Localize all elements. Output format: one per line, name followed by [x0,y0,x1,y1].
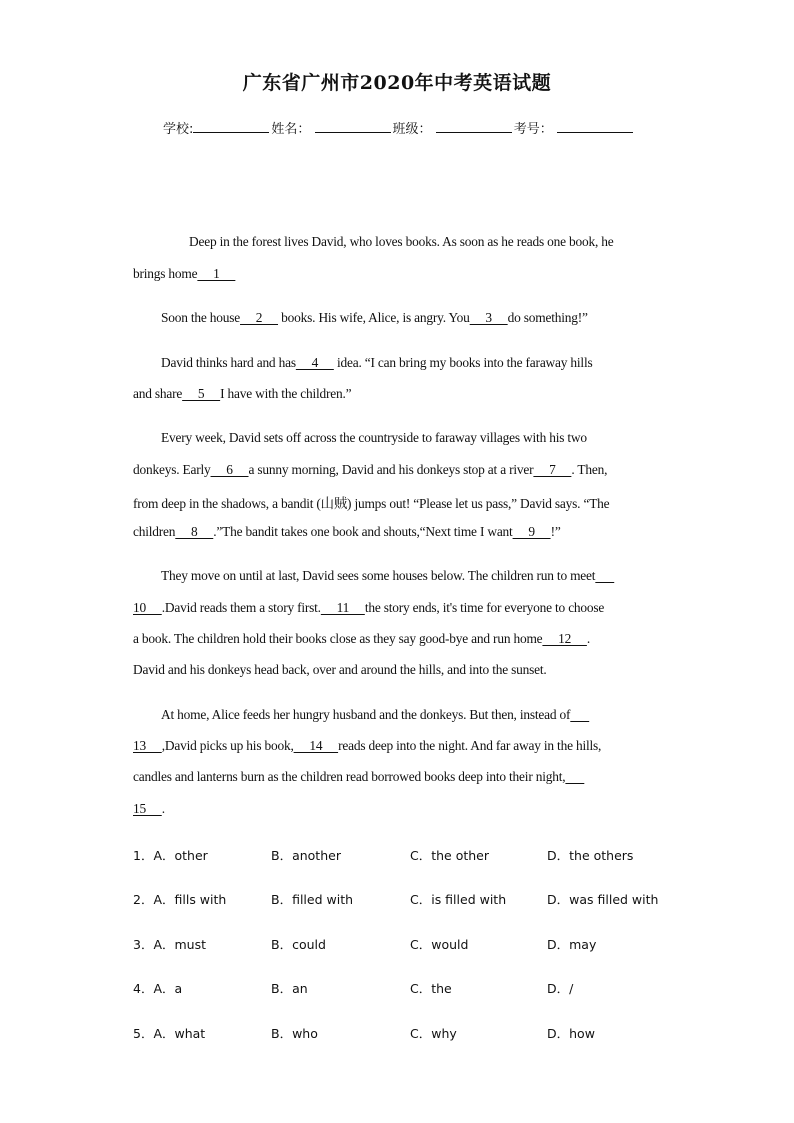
blank-2: 2 [240,310,279,325]
blank-1: 1 [197,266,236,281]
class-label: 班级： [392,122,432,137]
class-blank[interactable] [436,120,512,133]
question-row [133,890,673,908]
option-a[interactable]: 3．A．must [133,937,207,952]
option-c[interactable]: C．the [410,981,452,996]
blank-8: 8 [175,524,214,539]
option-d[interactable]: D．may [547,937,597,952]
option-b[interactable]: B．another [271,848,341,863]
exam-number-blank[interactable] [557,120,633,133]
option-a[interactable]: 4．A．a [133,981,183,996]
passage-line: and share 5 I have with the children.” [133,386,352,401]
passage-line: donkeys. Early 6 a sunny morning, David and his donkeys stop at a river 7 . Then, [133,462,608,477]
option-b[interactable]: B．filled with [271,892,354,907]
name-blank[interactable] [315,120,391,133]
exam-number-label: 考号： [513,122,553,137]
passage-line: David thinks hard and has 4 idea. “I can bring my books into the faraway hills [161,355,593,370]
blank-6: 6 [210,462,249,477]
blank-15-underline [565,769,584,785]
option-d[interactable]: D．/ [547,981,574,996]
option-b[interactable]: B．an [271,981,308,996]
option-c[interactable]: C．would [410,937,469,952]
option-c[interactable]: C．the other [410,848,490,863]
blank-10-underline [595,568,614,584]
passage-line: a book. The children hold their books close as they say good-bye and run home 12 . [133,631,591,646]
blank-11: 11 [320,600,365,615]
blank-12: 12 [542,631,587,646]
question-row [133,846,673,864]
passage-line: Soon the house 2 books. His wife, Alice, is angry. You 3 do something!” [161,310,588,325]
passage-line: Deep in the forest lives David, who loves books. As soon as he reads one book, he [189,234,614,249]
option-d[interactable]: D．the others [547,848,634,863]
student-info-line [163,118,635,137]
option-a[interactable]: 5．A．what [133,1026,206,1041]
option-b[interactable]: B．could [271,937,326,952]
blank-3: 3 [469,310,508,325]
name-label: 姓名： [271,122,311,137]
blank-7: 7 [533,462,572,477]
option-a[interactable]: 1．A．other [133,848,208,863]
school-blank[interactable] [193,120,269,133]
blank-13-underline [570,707,589,723]
page-title: 广东省广州市2020年中考英语试题 [242,72,552,94]
question-row [133,979,673,997]
passage-line: children 8 .”The bandit takes one book and shouts,“Next time I want 9 !” [133,524,561,539]
passage-line: 13 ,David picks up his book, 14 reads deep into the night. And far away in the hills, [133,738,602,753]
question-row [133,1024,673,1042]
option-a[interactable]: 2．A．fills with [133,892,227,907]
passage-line: David and his donkeys head back, over and around the hills, and into the sunset. [133,662,547,677]
option-d[interactable]: D．was filled with [547,892,659,907]
option-c[interactable]: C．why [410,1026,457,1041]
passage-line: At home, Alice feeds her hungry husband and the donkeys. But then, instead of [161,707,589,723]
question-row [133,935,673,953]
passage-line: brings home 1 [133,266,236,281]
option-b[interactable]: B．who [271,1026,318,1041]
school-label: 学校: [163,122,194,137]
passage-line: from deep in the shadows, a bandit (山贼) jumps out! “Please let us pass,” David says. “The [133,496,610,511]
blank-10: 10 [133,600,162,615]
passage-line: 10 .David reads them a story first. 11 the story ends, it's time for everyone to choose [133,600,605,615]
blank-4: 4 [295,355,334,370]
passage-line: candles and lanterns burn as the children read borrowed books deep into their night, [133,769,584,785]
blank-15: 15 [133,801,162,816]
blank-9: 9 [512,524,551,539]
option-d[interactable]: D．how [547,1026,595,1041]
blank-14: 14 [293,738,339,753]
option-c[interactable]: C．is filled with [410,892,507,907]
blank-13: 13 [133,738,162,753]
blank-5: 5 [182,386,221,401]
passage-line: Every week, David sets off across the countryside to faraway villages with his two [161,430,587,445]
passage-line: 15 . [133,801,165,816]
passage-line: They move on until at last, David sees some houses below. The children run to meet [161,568,614,584]
